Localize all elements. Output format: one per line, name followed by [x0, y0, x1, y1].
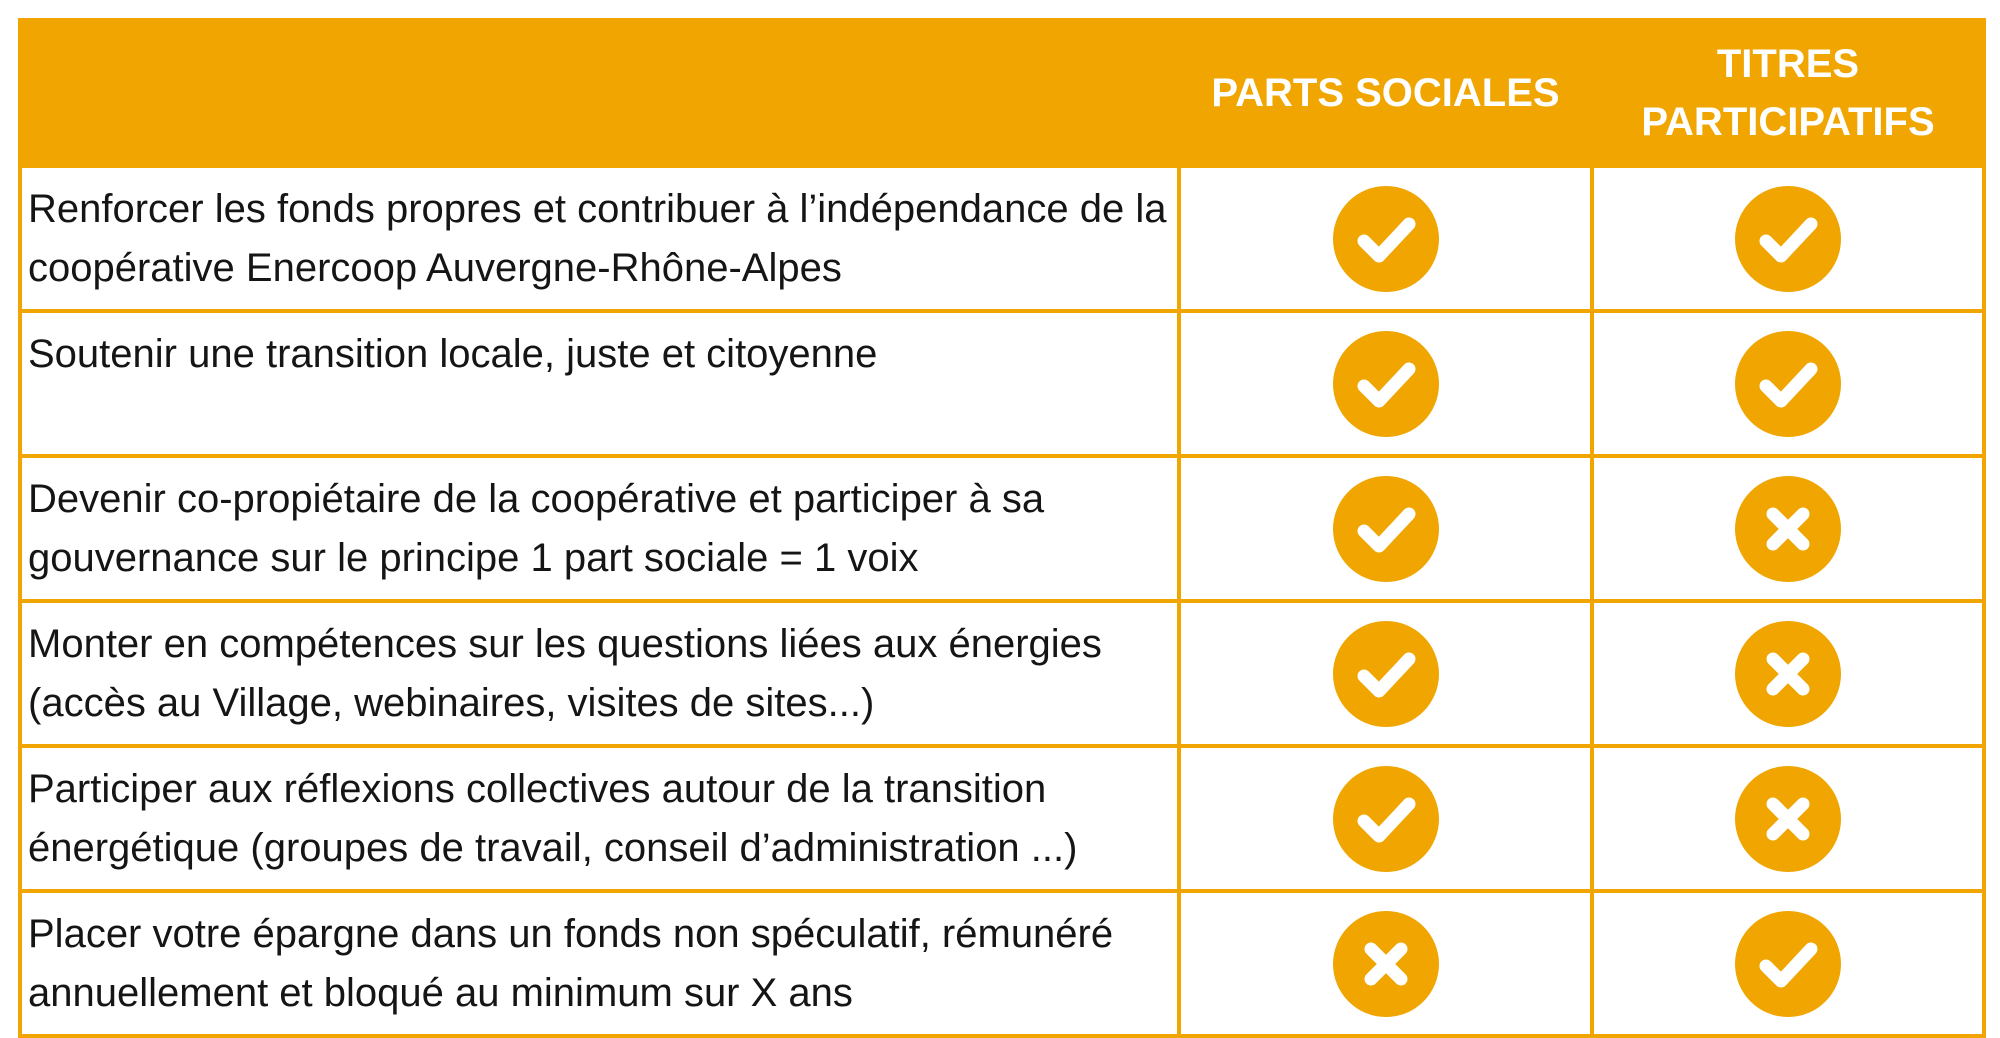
- parts-sociales-cell: [1179, 456, 1592, 601]
- table-row: [20, 601, 1984, 746]
- comparison-table: [18, 18, 1986, 1038]
- header-parts-sociales: PARTS SOCIALES: [1179, 20, 1592, 166]
- header-criterion: [20, 20, 1179, 166]
- parts-sociales-cell: [1179, 746, 1592, 891]
- parts-sociales-cell: [1179, 891, 1592, 1036]
- header-titres-participatifs: TITRES PARTICIPATIFS: [1592, 20, 1984, 166]
- criterion-cell: Monter en compétences sur les questions liées aux énergies (accès au Village, webinaires, visites de sites...): [20, 601, 1179, 746]
- parts-sociales-cell: [1179, 166, 1592, 311]
- table-row: [20, 311, 1984, 456]
- criterion-cell: Devenir co-propiétaire de la coopérative et participer à sa gouvernance sur le principe 1 part sociale = 1 voix: [20, 456, 1179, 601]
- criterion-cell: Renforcer les fonds propres et contribuer à l’indépendance de la coopérative Enercoop Auvergne-Rhône-Alpes: [20, 166, 1179, 311]
- check-icon: [1333, 186, 1439, 292]
- check-icon: [1735, 331, 1841, 437]
- criterion-cell: Soutenir une transition locale, juste et citoyenne: [20, 311, 1179, 456]
- table-row: [20, 746, 1984, 891]
- titres-participatifs-cell: [1592, 746, 1984, 891]
- check-icon: [1333, 621, 1439, 727]
- titres-participatifs-cell: [1592, 891, 1984, 1036]
- table-row: [20, 891, 1984, 1036]
- table-row: [20, 456, 1984, 601]
- cross-icon: [1735, 476, 1841, 582]
- comparison-table-wrapper: [18, 18, 1982, 1038]
- titres-participatifs-cell: [1592, 311, 1984, 456]
- check-icon: [1333, 766, 1439, 872]
- check-icon: [1735, 911, 1841, 1017]
- check-icon: [1333, 476, 1439, 582]
- cross-icon: [1735, 621, 1841, 727]
- criterion-cell: Placer votre épargne dans un fonds non spéculatif, rémunéré annuellement et bloqué au minimum sur X ans: [20, 891, 1179, 1036]
- cross-icon: [1333, 911, 1439, 1017]
- cross-icon: [1735, 766, 1841, 872]
- criterion-cell: Participer aux réflexions collectives autour de la transition énergétique (groupes de travail, conseil d’administration ...): [20, 746, 1179, 891]
- header-row: [20, 20, 1984, 166]
- table-body: [20, 166, 1984, 1036]
- titres-participatifs-cell: [1592, 601, 1984, 746]
- table-row: [20, 166, 1984, 311]
- check-icon: [1333, 331, 1439, 437]
- check-icon: [1735, 186, 1841, 292]
- table-header: [20, 20, 1984, 166]
- titres-participatifs-cell: [1592, 166, 1984, 311]
- titres-participatifs-cell: [1592, 456, 1984, 601]
- parts-sociales-cell: [1179, 311, 1592, 456]
- parts-sociales-cell: [1179, 601, 1592, 746]
